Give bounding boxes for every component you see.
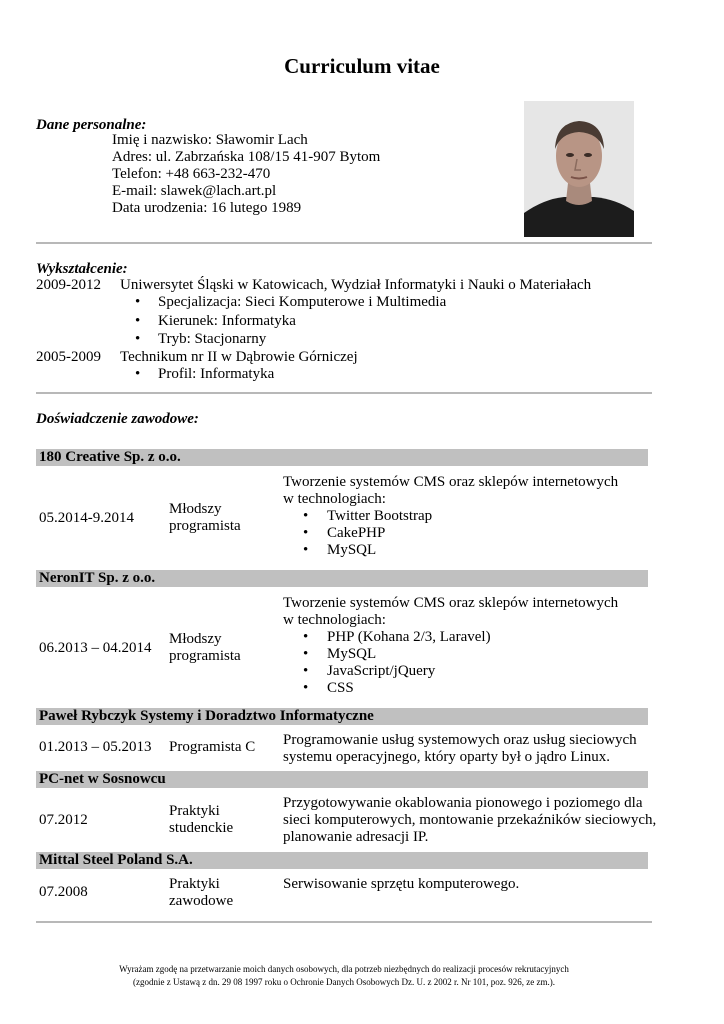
job-description — [283, 732, 637, 766]
job-role-line: Programista C — [169, 739, 256, 755]
bullet-icon: • — [303, 663, 309, 679]
technology-item — [283, 646, 618, 663]
job-role-line: studenckie — [169, 820, 234, 836]
personal-details — [112, 132, 380, 217]
education-years: 2009-2012 — [36, 277, 101, 293]
personal-line-phone: Telefon: +48 663-232-470 — [112, 166, 271, 182]
job-description-line: sieci komputerowych, montowanie przekaźników sieciowych, — [283, 812, 657, 828]
job-role-line: Praktyki — [169, 803, 220, 819]
company-name-bar: 180 Creative Sp. z o.o. — [36, 449, 648, 466]
consent-line: (zgodnie z Ustawą z dn. 29 08 1997 roku o Ochronie Danych Osobowych Dz. U. z 2002 r. Nr 101, poz. 926, ze zm.). — [133, 977, 555, 987]
technology-name: CakePHP — [327, 525, 386, 541]
technology-item — [283, 525, 618, 542]
education-years: 2005-2009 — [36, 349, 101, 365]
job-description-line: Programowanie usług systemowych oraz usług sieciowych — [283, 732, 637, 748]
page-title: Curriculum vitae — [284, 54, 440, 78]
technology-item — [283, 542, 618, 559]
job-description — [283, 876, 519, 893]
personal-line-email: E-mail: slawek@lach.art.pl — [112, 183, 277, 199]
technology-name: MySQL — [327, 646, 377, 662]
personal-line-birthdate: Data urodzenia: 16 lutego 1989 — [112, 200, 302, 216]
job-role-line: zawodowe — [169, 893, 234, 909]
job-role-line: Młodszy — [169, 631, 222, 647]
bullet-icon: • — [135, 366, 141, 382]
job-description-line: Tworzenie systemów CMS oraz sklepów internetowych — [283, 474, 619, 490]
bullet-icon: • — [135, 294, 141, 310]
job-period: 07.2012 — [39, 812, 88, 828]
job-description — [283, 595, 618, 697]
experience-heading: Doświadczenie zawodowe: — [36, 411, 199, 427]
bullet-icon: • — [303, 508, 309, 524]
portrait-image — [524, 101, 634, 237]
personal-line-address: Adres: ul. Zabrzańska 108/15 41-907 Bytom — [112, 149, 381, 165]
job-role-line: Praktyki — [169, 876, 220, 892]
section-divider — [36, 242, 652, 244]
company-name-bar: Paweł Rybczyk Systemy i Doradztwo Informatyczne — [36, 708, 648, 725]
education-detail-text: Kierunek: Informatyka — [158, 313, 296, 329]
bullet-icon: • — [303, 629, 309, 645]
job-description-line: w technologiach: — [283, 491, 386, 507]
job-role — [169, 631, 241, 665]
education-detail-text: Tryb: Stacjonarny — [158, 331, 267, 347]
education-detail-text: Specjalizacja: Sieci Komputerowe i Multimedia — [158, 294, 447, 310]
bullet-icon: • — [135, 313, 141, 329]
job-role-line: programista — [169, 648, 241, 664]
job-role — [169, 803, 233, 837]
bullet-icon: • — [303, 680, 309, 696]
job-description — [283, 795, 656, 846]
job-description-line: Serwisowanie sprzętu komputerowego. — [283, 876, 520, 892]
job-period: 06.2013 – 04.2014 — [39, 640, 152, 656]
job-description-line: Tworzenie systemów CMS oraz sklepów internetowych — [283, 595, 619, 611]
personal-heading: Dane personalne: — [36, 117, 147, 133]
bullet-icon: • — [303, 525, 309, 541]
technology-name: JavaScript/jQuery — [327, 663, 436, 679]
job-role — [169, 876, 233, 910]
education-detail-text: Profil: Informatyka — [158, 366, 275, 382]
job-description-line: w technologiach: — [283, 612, 386, 628]
job-role-line: programista — [169, 518, 241, 534]
job-description — [283, 474, 618, 559]
job-description-line: Przygotowywanie okablowania pionowego i poziomego dla — [283, 795, 643, 811]
personal-line-name: Imię i nazwisko: Sławomir Lach — [112, 132, 308, 148]
company-name-bar: NeronIT Sp. z o.o. — [36, 570, 648, 587]
bullet-icon: • — [135, 331, 141, 347]
section-divider — [36, 921, 652, 923]
job-period: 01.2013 – 05.2013 — [39, 739, 152, 755]
technology-item — [283, 508, 618, 525]
bullet-icon: • — [303, 646, 309, 662]
job-role-line: Młodszy — [169, 501, 222, 517]
job-period: 05.2014-9.2014 — [39, 510, 134, 526]
education-heading: Wykształcenie: — [36, 261, 128, 277]
education-school: Uniwersytet Śląski w Katowicach, Wydział Informatyki i Nauki o Materiałach — [120, 277, 592, 293]
technology-name: PHP (Kohana 2/3, Laravel) — [327, 629, 491, 645]
technology-item — [283, 680, 618, 697]
consent-line: Wyrażam zgodę na przetwarzanie moich danych osobowych, dla potrzeb niezbędnych do realizacji procesów rekrutacyjnych — [119, 964, 569, 974]
technology-name: CSS — [327, 680, 354, 696]
technology-item — [283, 629, 618, 646]
company-name-bar: PC-net w Sosnowcu — [36, 771, 648, 788]
job-role — [169, 739, 255, 756]
job-period: 07.2008 — [39, 884, 88, 900]
technology-name: Twitter Bootstrap — [327, 508, 433, 524]
section-divider — [36, 392, 652, 394]
technology-item — [283, 663, 618, 680]
job-description-line: planowanie adresacji IP. — [283, 829, 429, 845]
technology-name: MySQL — [327, 542, 377, 558]
profile-photo — [524, 101, 634, 237]
company-name-bar: Mittal Steel Poland S.A. — [36, 852, 648, 869]
bullet-icon: • — [303, 542, 309, 558]
job-role — [169, 501, 241, 535]
data-processing-consent — [0, 963, 688, 989]
education-school: Technikum nr II w Dąbrowie Górniczej — [120, 349, 358, 365]
job-description-line: systemu operacyjnego, który oparty był o jądro Linux. — [283, 749, 611, 765]
